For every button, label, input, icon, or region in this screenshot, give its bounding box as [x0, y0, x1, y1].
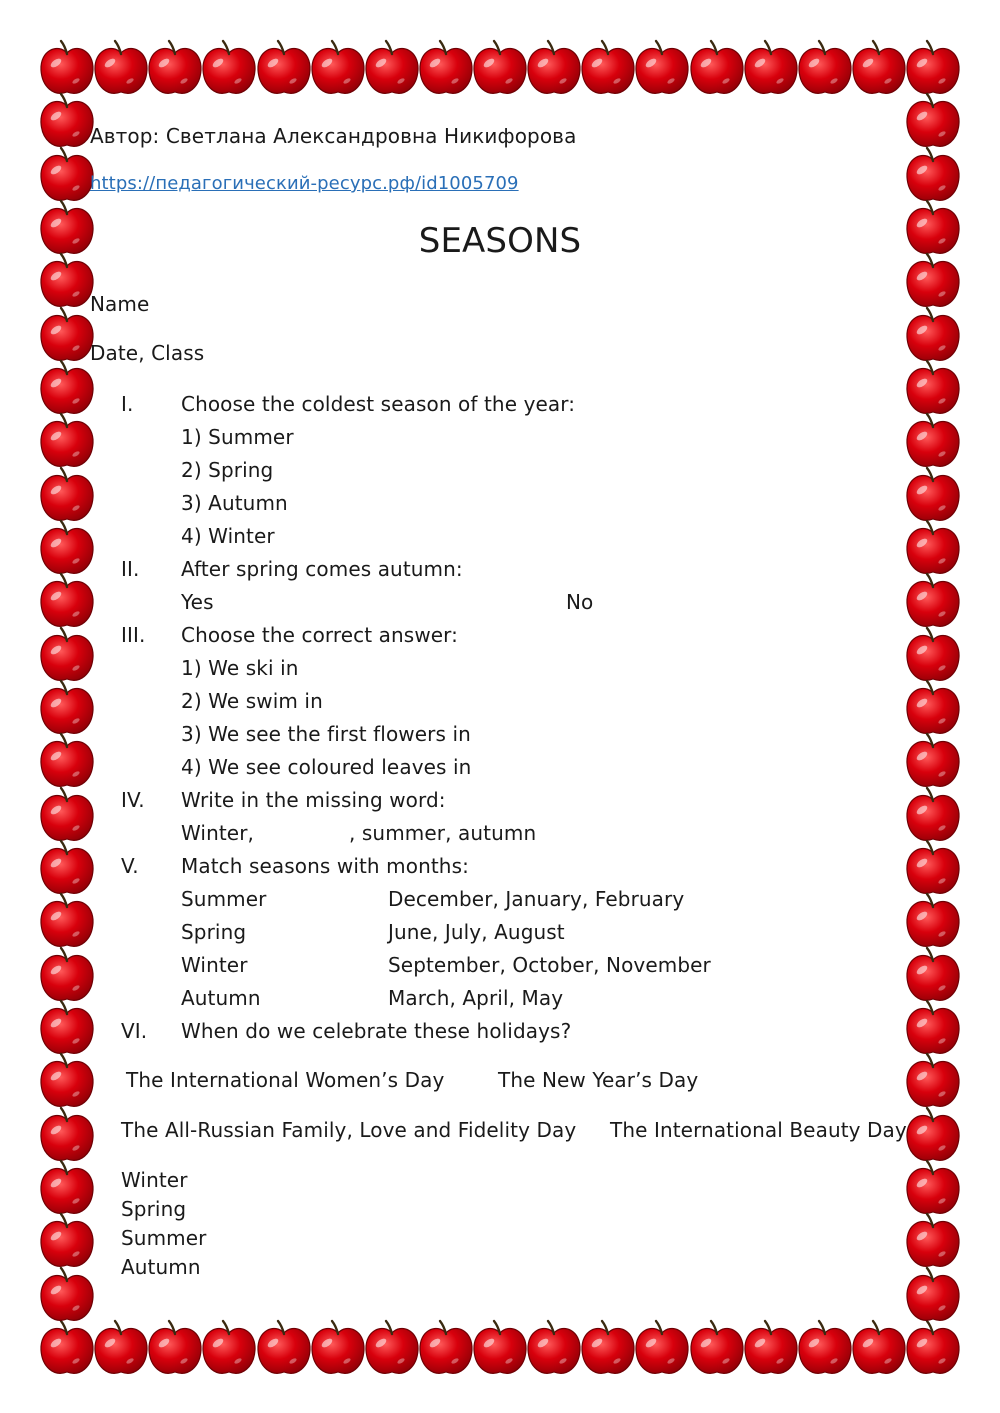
q6-text: When do we celebrate these holidays?: [181, 1019, 572, 1043]
apple-icon: [41, 734, 93, 786]
apple-icon: [907, 1108, 959, 1160]
q1-option: 2) Spring: [181, 458, 274, 482]
apple-icon: [41, 361, 93, 413]
q4-number: IV.: [121, 788, 145, 812]
apple-icon: [312, 1321, 364, 1373]
apple-icon: [907, 1161, 959, 1213]
apple-icon: [95, 1321, 147, 1373]
q4-text: Write in the missing word:: [181, 788, 446, 812]
apple-icon: [41, 788, 93, 840]
apple-icon: [907, 148, 959, 200]
apple-icon: [907, 894, 959, 946]
q4-line-end: , summer, autumn: [349, 821, 537, 845]
q5-months: September, October, November: [388, 953, 711, 977]
apple-icon: [41, 1001, 93, 1053]
apple-icon: [907, 788, 959, 840]
apple-icon: [41, 414, 93, 466]
q5-season: Winter: [181, 953, 248, 977]
q2-no: No: [566, 590, 594, 614]
q2-number: II.: [121, 557, 140, 581]
q6-holiday: The International Women’s Day: [126, 1068, 445, 1092]
apple-icon: [41, 254, 93, 306]
q6-holiday: The International Beauty Day: [610, 1118, 907, 1142]
apple-icon: [907, 521, 959, 573]
apple-icon: [907, 308, 959, 360]
q5-months: June, July, August: [388, 920, 565, 944]
source-link[interactable]: https://педагогический-ресурс.рф/id1005709: [90, 173, 519, 194]
apple-icon: [907, 1321, 959, 1373]
apple-icon: [907, 734, 959, 786]
apple-icon: [258, 41, 310, 93]
apple-icon: [41, 1214, 93, 1266]
apple-icon: [41, 468, 93, 520]
apple-icon: [474, 41, 526, 93]
apple-icon: [907, 1214, 959, 1266]
apple-icon: [258, 1321, 310, 1373]
apple-icon: [41, 894, 93, 946]
apple-icon: [41, 574, 93, 626]
apple-icon: [41, 41, 93, 93]
apple-icon: [203, 1321, 255, 1373]
q5-months: March, April, May: [388, 986, 564, 1010]
apple-icon: [41, 521, 93, 573]
q5-season: Spring: [181, 920, 247, 944]
apple-icon: [799, 41, 851, 93]
apple-icon: [420, 1321, 472, 1373]
q1-option: 4) Winter: [181, 524, 275, 548]
q1-text: Choose the coldest season of the year:: [181, 392, 576, 416]
page-title: SEASONS: [418, 221, 582, 261]
apple-icon: [474, 1321, 526, 1373]
apple-icon: [907, 841, 959, 893]
apple-icon: [366, 1321, 418, 1373]
q1-option: 1) Summer: [181, 425, 294, 449]
apple-icon: [95, 41, 147, 93]
q6-season: Summer: [121, 1226, 207, 1250]
apple-icon: [907, 628, 959, 680]
apple-icon: [745, 1321, 797, 1373]
apple-icon: [907, 361, 959, 413]
apple-icon: [41, 1054, 93, 1106]
apple-icon: [907, 574, 959, 626]
apple-icon: [41, 94, 93, 146]
q2-yes: Yes: [181, 590, 214, 614]
apple-icon: [41, 628, 93, 680]
apple-icon: [528, 1321, 580, 1373]
apple-icon: [149, 1321, 201, 1373]
q4-line-start: Winter,: [181, 821, 254, 845]
q3-text: Choose the correct answer:: [181, 623, 458, 647]
apple-icon: [907, 948, 959, 1000]
apple-icon: [907, 468, 959, 520]
author-line: Автор: Светлана Александровна Никифорова: [90, 124, 577, 148]
apple-icon: [41, 681, 93, 733]
apple-icon: [853, 41, 905, 93]
q5-season: Summer: [181, 887, 267, 911]
apple-icon: [636, 41, 688, 93]
q2-text: After spring comes autumn:: [181, 557, 463, 581]
apple-icon: [636, 1321, 688, 1373]
apple-icon: [41, 841, 93, 893]
apple-icon: [799, 1321, 851, 1373]
apple-icon: [907, 41, 959, 93]
apple-icon: [907, 94, 959, 146]
q6-season: Spring: [121, 1197, 187, 1221]
apple-icon: [203, 41, 255, 93]
q6-number: VI.: [121, 1019, 148, 1043]
apple-icon: [41, 1161, 93, 1213]
q3-option: 1) We ski in: [181, 656, 299, 680]
apple-icon: [149, 41, 201, 93]
apple-icon: [41, 308, 93, 360]
apple-icon: [41, 148, 93, 200]
q6-season: Winter: [121, 1168, 188, 1192]
q5-number: V.: [121, 854, 139, 878]
q5-months: December, January, February: [388, 887, 685, 911]
q5-text: Match seasons with months:: [181, 854, 469, 878]
apple-icon: [907, 414, 959, 466]
q5-season: Autumn: [181, 986, 261, 1010]
apple-icon: [41, 948, 93, 1000]
name-label: Name: [90, 292, 150, 316]
apple-icon: [582, 1321, 634, 1373]
q3-number: III.: [121, 623, 146, 647]
apple-icon: [528, 41, 580, 93]
q6-holiday: The New Year’s Day: [498, 1068, 699, 1092]
q3-option: 2) We swim in: [181, 689, 323, 713]
apple-icon: [420, 41, 472, 93]
apple-icon: [41, 1268, 93, 1320]
apple-icon: [907, 254, 959, 306]
apple-icon: [907, 681, 959, 733]
apple-icon: [41, 1108, 93, 1160]
q6-season: Autumn: [121, 1255, 201, 1279]
apple-icon: [907, 1001, 959, 1053]
apple-icon: [907, 1054, 959, 1106]
date-class-label: Date, Class: [90, 341, 205, 365]
apple-icon: [582, 41, 634, 93]
q1-option: 3) Autumn: [181, 491, 288, 515]
apple-icon: [366, 41, 418, 93]
q3-option: 3) We see the first flowers in: [181, 722, 471, 746]
q6-holiday: The All-Russian Family, Love and Fidelity Day: [121, 1118, 577, 1142]
q1-number: I.: [121, 392, 134, 416]
apple-icon: [745, 41, 797, 93]
apple-icon: [41, 1321, 93, 1373]
apple-icon: [691, 41, 743, 93]
apple-icon: [312, 41, 364, 93]
apple-icon: [691, 1321, 743, 1373]
apple-icon: [907, 1268, 959, 1320]
apple-icon: [853, 1321, 905, 1373]
q3-option: 4) We see coloured leaves in: [181, 755, 472, 779]
